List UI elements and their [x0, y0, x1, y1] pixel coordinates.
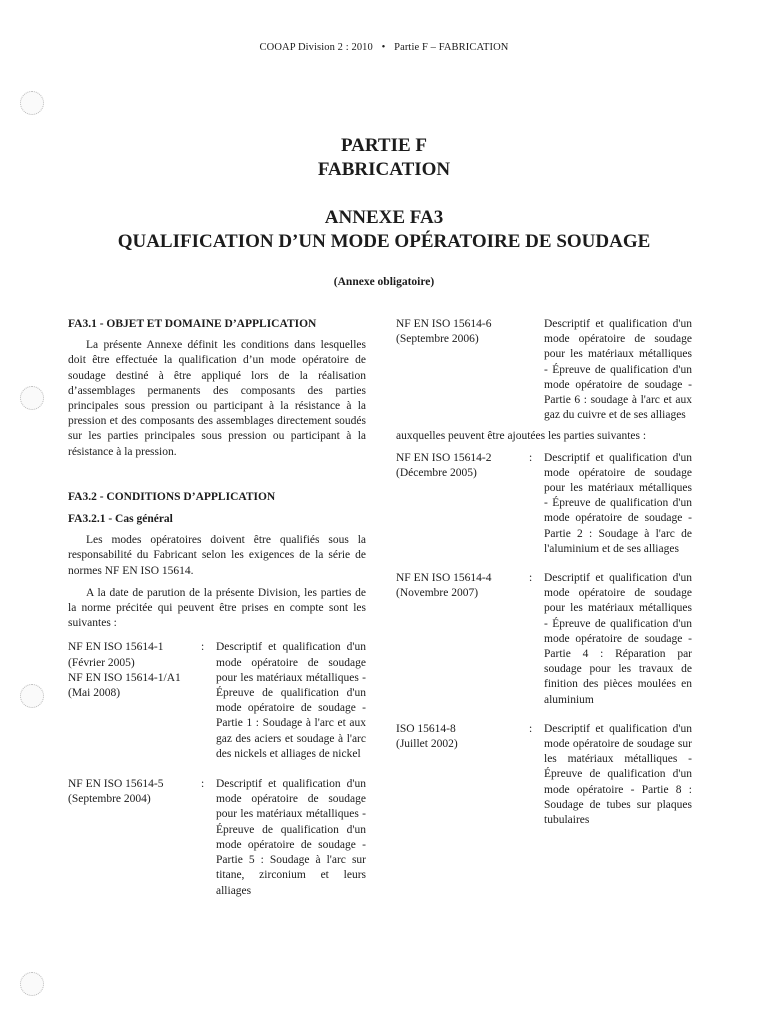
- annex-subtitle: QUALIFICATION D’UN MODE OPÉRATOIRE DE SOUDAGE: [117, 231, 651, 252]
- standard-code: NF EN ISO 15614-6: [396, 318, 492, 330]
- standard-date: (Septembre 2006): [396, 333, 479, 346]
- part-title: PARTIE F: [340, 135, 428, 156]
- additional-parts-text: auxquelles peuvent être ajoutées les parties suivantes :: [396, 430, 647, 443]
- binder-hole: [20, 972, 44, 996]
- standard-reference: [68, 777, 201, 807]
- right-column: [396, 317, 692, 828]
- standard-code: NF EN ISO 15614-1: [68, 641, 164, 654]
- binder-hole: [20, 386, 44, 410]
- standard-colon: :: [201, 641, 205, 654]
- standard-entry: [396, 722, 692, 828]
- standard-reference: [68, 640, 201, 701]
- standard-date: (Novembre 2007): [396, 587, 479, 600]
- paragraph-fa321-1: Les modes opératoires doivent être qualifiés sous la responsabilité du Fabricant selon les exigences de la série de normes NF EN ISO 15614.: [68, 534, 366, 577]
- standard-entry: [396, 571, 692, 708]
- standard-code: NF EN ISO 15614-4: [396, 572, 492, 585]
- doc-reference: COOAP Division 2 : 2010: [259, 42, 373, 53]
- standard-entry: [396, 317, 692, 423]
- section-heading-fa31: FA3.1 - OBJET ET DOMAINE D’APPLICATION: [68, 318, 317, 330]
- paragraph-fa31: La présente Annexe définit les conditions dans lesquelles doit être effectuée la qualification d’un mode opératoire de soudage destiné à être appliqué lors de la réalisation d’assemblages permanents des composants des parties principales sous pression ou participant à la résistance à la pression et des composants des assemblages directement soudés sur les parties principales sous pression ou participant à la résistance à la pression.: [68, 339, 366, 458]
- title-block: [0, 134, 768, 288]
- standard-colon: :: [201, 778, 205, 791]
- standard-date: (Décembre 2005): [396, 466, 477, 479]
- binder-hole: [20, 91, 44, 115]
- standard-reference: [396, 317, 529, 347]
- standard-description: Descriptif et qualification d'un mode opératoire de soudage sur les matériaux métalliques - Épreuve de qualification d'un mode opératoire - Partie 8 : Soudage de tubes sur plaques tubulaires: [544, 722, 692, 827]
- paragraph-fa321-2: A la date de parution de la présente Division, les parties de la norme précitée qui peuvent être prises en compte sont les suivantes :: [68, 586, 366, 630]
- standard-code: NF EN ISO 15614-5: [68, 778, 164, 791]
- standard-colon: :: [529, 451, 533, 464]
- subsection-heading-fa321: FA3.2.1 - Cas général: [68, 513, 173, 526]
- part-subtitle: FABRICATION: [317, 159, 451, 180]
- section-heading-fa32: FA3.2 - CONDITIONS D’APPLICATION: [68, 490, 276, 503]
- standard-entry: [396, 451, 692, 557]
- standard-date: (Février 2005): [68, 656, 135, 669]
- standard-code: NF EN ISO 15614-2: [396, 451, 492, 464]
- header-bullet: •: [381, 42, 386, 53]
- standard-code: NF EN ISO 15614-1/A1: [68, 671, 181, 684]
- standard-description: Descriptif et qualification d'un mode opératoire de soudage pour les matériaux métalliques - Épreuve de qualification d'un mode opératoire de soudage - Partie 6 : soudage à l'arc et aux gaz du cuivre et de ses alliages: [544, 318, 692, 422]
- standard-code: ISO 15614-8: [396, 722, 456, 735]
- standard-entry: [68, 640, 366, 762]
- standard-colon: :: [529, 572, 533, 585]
- standard-date: (Septembre 2004): [68, 793, 151, 806]
- standard-date: (Mai 2008): [68, 687, 121, 700]
- standard-description: Descriptif et qualification d'un mode opératoire de soudage pour les matériaux métalliques - Épreuve de qualification d'un mode opératoire de soudage - Partie 1 : Soudage à l'arc et aux gaz des aciers et soudage à l'arc des nickels et alliages de nickel: [216, 641, 366, 760]
- annex-title: ANNEXE FA3: [324, 207, 444, 228]
- annex-status: (Annexe obligatoire): [333, 276, 435, 288]
- standard-entry: [68, 777, 366, 899]
- left-column: [68, 317, 366, 899]
- standard-colon: :: [529, 722, 533, 735]
- part-reference: Partie F – FABRICATION: [394, 42, 509, 53]
- standard-reference: [396, 722, 529, 752]
- standard-description: Descriptif et qualification d'un mode opératoire de soudage pour les matériaux métalliques - Épreuve de qualification d'un mode opératoire de soudage - Partie 2 : Soudage à l'arc de l'aluminium et de ses alliages: [544, 451, 692, 555]
- standard-reference: [396, 451, 529, 481]
- standard-description: Descriptif et qualification d'un mode opératoire de soudage pour les matériaux métalliques - Épreuve de qualification d'un mode opératoire de soudage - Partie 5 : Soudage à l'arc sur titane, zirconium et leurs alliages: [216, 778, 366, 897]
- standard-description: Descriptif et qualification d'un mode opératoire de soudage pour les matériaux métalliques - Épreuve de qualification d'un mode opératoire de soudage - Partie 4 : Réparation par soudage pour les travaux de finition des pièces moulées en aluminium: [544, 572, 692, 706]
- standard-reference: [396, 571, 529, 601]
- standard-date: (Juillet 2002): [396, 738, 458, 751]
- binder-hole: [20, 684, 44, 708]
- running-header: [0, 42, 768, 53]
